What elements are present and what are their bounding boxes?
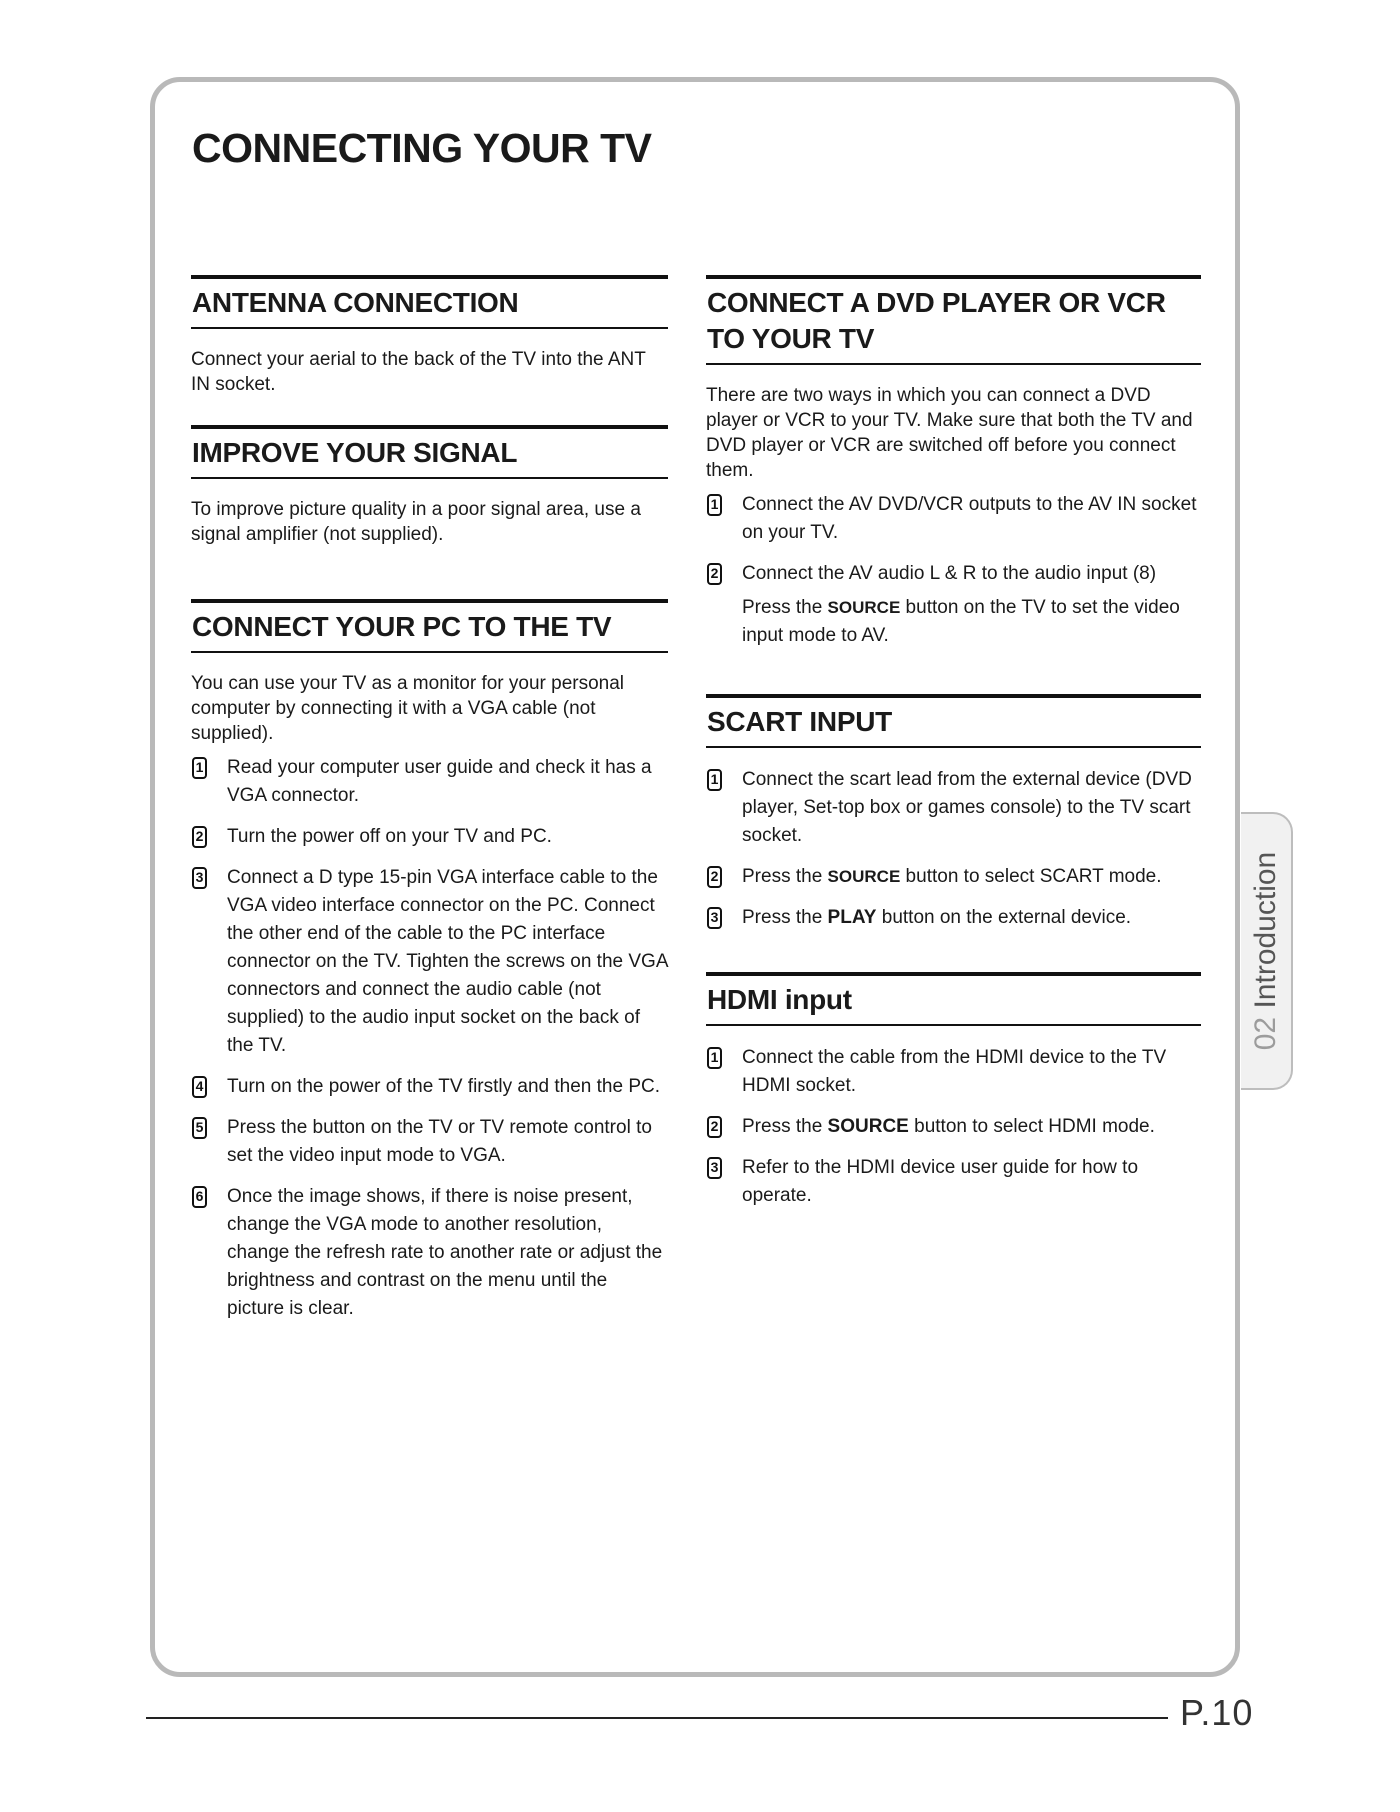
step-list (191, 754, 668, 1323)
step-text: Connect the AV audio L & R to the audio input (8) (742, 563, 1157, 584)
step-text: Refer to the HDMI device user guide for how to operate. (742, 1157, 1139, 1206)
step-number-badge: 1 (707, 1047, 722, 1069)
list-item (706, 1044, 1201, 1100)
step-number-badge: 1 (707, 494, 722, 516)
footer-divider (146, 1717, 1168, 1719)
list-item (191, 864, 668, 1060)
section-text: There are two ways in which you can connect a DVD player or VCR to your TV. Make sure that both the TV and DVD player or VCR are switched off before you connect them. (706, 385, 1193, 481)
step-number-badge: 4 (192, 1076, 207, 1098)
text-fragment: button to select SCART mode. (900, 866, 1162, 887)
list-item (706, 1154, 1201, 1210)
text-fragment: button to select HDMI mode. (908, 1116, 1155, 1137)
section-heading: IMPROVE YOUR SIGNAL (191, 425, 668, 479)
step-number-badge: 6 (192, 1186, 207, 1208)
step-list (706, 491, 1201, 650)
step-number-badge: 2 (707, 866, 722, 888)
step-text: Connect the cable from the HDMI device to the TV HDMI socket. (742, 1047, 1167, 1096)
step-subtext (742, 594, 1201, 650)
list-item (191, 1183, 668, 1323)
keyword-source: SOURCE (827, 1116, 909, 1137)
list-item (706, 766, 1201, 850)
step-number-badge: 5 (192, 1117, 207, 1139)
section-improve-signal (191, 425, 668, 547)
section-hdmi (706, 972, 1201, 1210)
step-text: Connect a D type 15-pin VGA interface cable to the VGA video interface connector on the PC. Connect the other end of the cable to the PC interface connector on the TV. Tighten the screws on the VGA connectors and connect the audio cable (not supplied) to the audio input socket on the back of the TV. (227, 867, 668, 1056)
chapter-side-tab[interactable] (1241, 812, 1293, 1090)
list-item (191, 754, 668, 810)
step-number-badge: 3 (192, 867, 207, 889)
list-item (706, 560, 1201, 650)
text-fragment: Press the (742, 907, 828, 928)
step-text: Connect the scart lead from the external device (DVD player, Set-top box or games console) to the TV scart socket. (742, 769, 1192, 846)
chapter-side-tab-label (1249, 852, 1283, 1051)
section-scart (706, 694, 1201, 932)
step-text: Once the image shows, if there is noise present, change the VGA mode to another resolution, change the refresh rate to another rate or adjust the brightness and contrast on the menu until the picture is clear. (227, 1186, 663, 1319)
section-heading: ANTENNA CONNECTION (191, 275, 668, 329)
step-text: Turn the power off on your TV and PC. (227, 826, 552, 847)
step-number-badge: 3 (707, 1157, 722, 1179)
section-dvd-vcr (706, 275, 1201, 650)
step-number-badge: 2 (192, 826, 207, 848)
list-item (191, 823, 668, 851)
section-heading: HDMI input (706, 972, 1201, 1026)
step-number-badge: 3 (707, 907, 722, 929)
step-number-badge: 2 (707, 563, 722, 585)
keyword-play: PLAY (827, 907, 877, 928)
section-heading: CONNECT YOUR PC TO THE TV (191, 599, 668, 653)
section-text: To improve picture quality in a poor signal area, use a signal amplifier (not supplied). (191, 499, 641, 545)
step-number-badge: 2 (707, 1116, 722, 1138)
step-text: Read your computer user guide and check it has a VGA connector. (227, 757, 652, 806)
text-fragment: Press the (742, 866, 828, 887)
section-heading: CONNECT A DVD PLAYER OR VCR TO YOUR TV (706, 275, 1201, 365)
text-fragment: button on the external device. (876, 907, 1132, 928)
step-text: Press the button on the TV or TV remote control to set the video input mode to VGA. (227, 1117, 652, 1166)
list-item (706, 904, 1201, 932)
step-list (706, 1044, 1201, 1210)
section-text: Connect your aerial to the back of the TV into the ANT IN socket. (191, 349, 646, 395)
section-antenna (191, 275, 668, 397)
step-list (706, 766, 1201, 932)
list-item (191, 1114, 668, 1170)
keyword-source: SOURCE (827, 598, 901, 617)
chapter-number: 02 (1249, 1016, 1282, 1051)
list-item (706, 491, 1201, 547)
list-item (706, 1113, 1201, 1141)
section-heading: SCART INPUT (706, 694, 1201, 748)
step-text: Turn on the power of the TV firstly and then the PC. (227, 1076, 661, 1097)
page-number: P.10 (1180, 1692, 1254, 1733)
page-title: CONNECTING YOUR TV (192, 125, 652, 171)
step-text: Connect the AV DVD/VCR outputs to the AV IN socket on your TV. (742, 494, 1197, 543)
left-column (191, 275, 668, 1336)
right-column (706, 275, 1201, 1223)
list-item (706, 863, 1201, 891)
list-item (191, 1073, 668, 1101)
text-fragment: Press the (742, 597, 828, 618)
step-number-badge: 1 (192, 757, 207, 779)
text-fragment: Press the (742, 1116, 828, 1137)
section-text: You can use your TV as a monitor for your personal computer by connecting it with a VGA cable (not supplied). (191, 673, 625, 744)
step-number-badge: 1 (707, 769, 722, 791)
keyword-source: SOURCE (827, 867, 901, 886)
text-fragment: button on the TV to set the video input mode to AV. (742, 597, 1180, 646)
section-connect-pc (191, 599, 668, 1323)
chapter-title: Introduction (1249, 851, 1282, 1009)
